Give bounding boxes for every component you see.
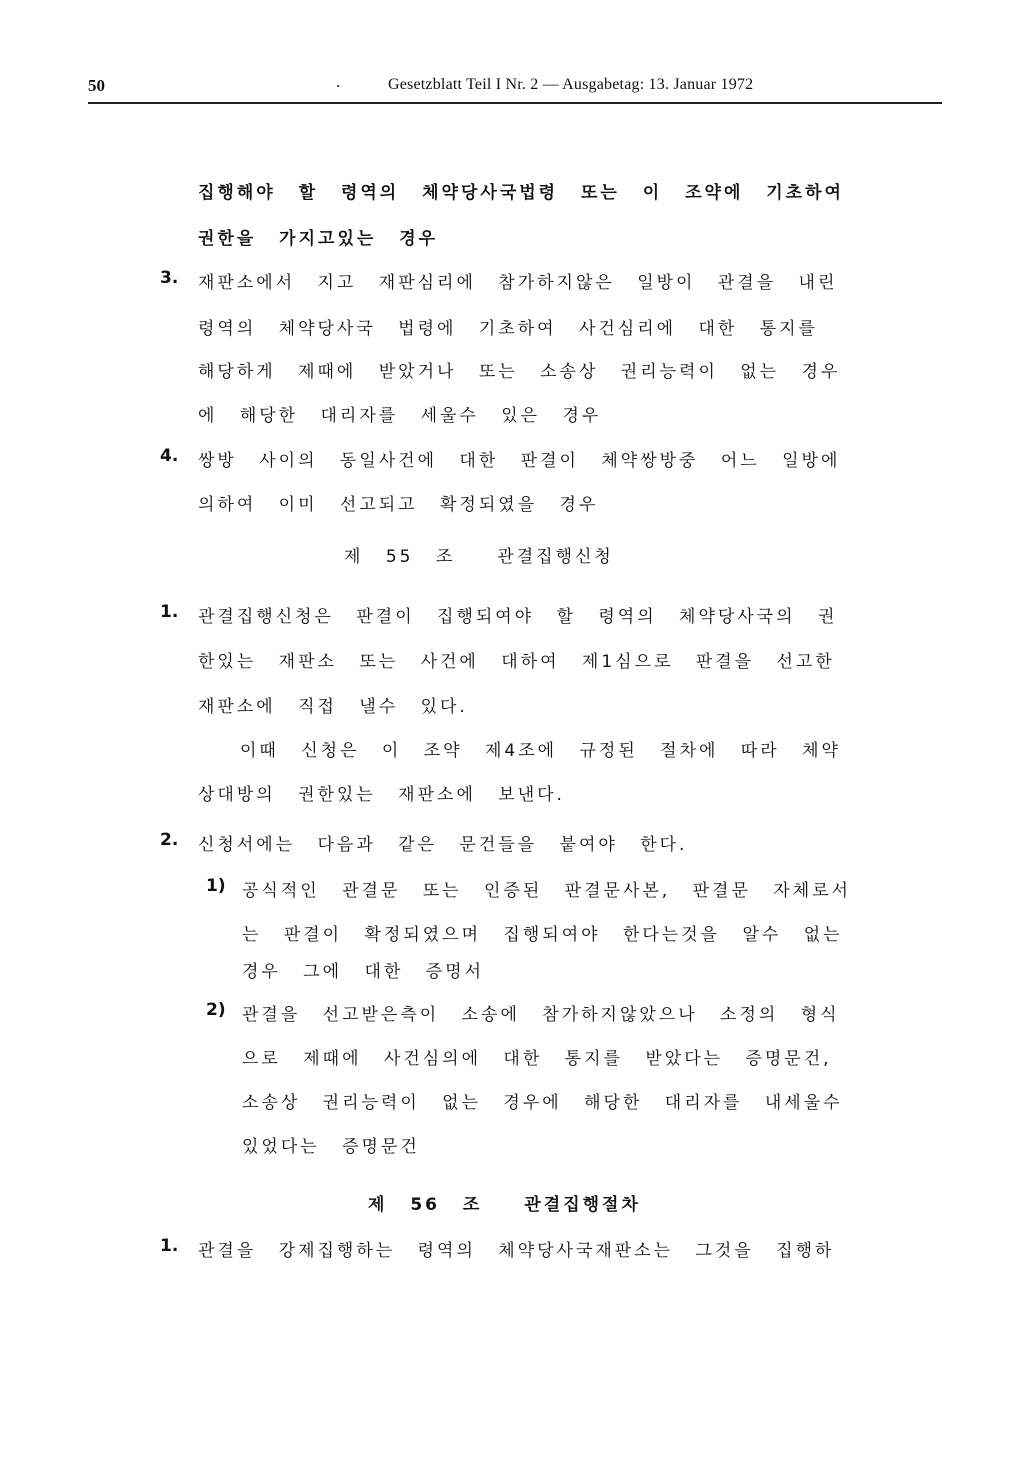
text-line: 있었다는 증명문건 (242, 1137, 420, 1157)
text-line: 의하여 이미 선고되고 확정되였을 경우 (198, 495, 599, 515)
article-number: 제 55 조 (344, 547, 456, 567)
text-line: 관결을 강제집행하는 령역의 체약당사국재판소는 그것을 집행하 (198, 1241, 835, 1261)
paragraph-number: 2. (160, 830, 179, 850)
text-line: 재판소에서 지고 재판심리에 참가하지않은 일방이 관결을 내린 (198, 273, 838, 293)
text-line: 에 해당한 대리자를 세울수 있은 경우 (198, 406, 602, 426)
text-line: 으로 제때에 사건심의에 대한 통지를 받았다는 증명문건, (242, 1049, 832, 1069)
article-heading (368, 1190, 641, 1215)
item-number: 4. (160, 446, 179, 466)
article-title: 관결집행절차 (524, 1195, 641, 1215)
text-line: 쌍방 사이의 동일사건에 대한 판결이 체약쌍방중 어느 일방에 (198, 451, 841, 471)
text-line: 집행해야 할 령역의 체약당사국법령 또는 이 조약에 기초하여 (198, 183, 844, 203)
text-line: 소송상 권리능력이 없는 경우에 해당한 대리자를 내세울수 (242, 1093, 843, 1113)
article-number: 제 56 조 (368, 1195, 483, 1215)
text-line: 는 판결이 확정되였으며 집행되여야 한다는것을 알수 없는 (242, 925, 843, 945)
header-dot: . (336, 72, 341, 91)
article-heading (344, 542, 614, 567)
subitem-number: 1) (206, 876, 226, 896)
text-line: 경우 그에 대한 증명서 (242, 962, 485, 982)
text-line: 해당하게 제때에 받았거나 또는 소송상 권리능력이 없는 경우 (198, 362, 841, 382)
text-line: 령역의 체약당사국 법령에 기초하여 사건심리에 대한 통지를 (198, 319, 818, 339)
text-line: 관결집행신청은 판결이 집행되여야 할 령역의 체약당사국의 권 (198, 607, 838, 627)
text-line: 관결을 선고받은측이 소송에 참가하지않았으나 소정의 형식 (242, 1005, 840, 1025)
text-line: 재판소에 직접 낼수 있다. (198, 697, 468, 717)
text-line: 상대방의 권한있는 재판소에 보낸다. (198, 785, 565, 805)
text-line: 공식적인 관결문 또는 인증된 판결문사본, 판결문 자체로서 (242, 881, 851, 901)
text-line: 신청서에는 다음과 같은 문건들을 붙여야 한다. (198, 835, 688, 855)
gazette-title: Gesetzblatt Teil I Nr. 2 — Ausgabetag: 13. Januar 1972 (388, 76, 754, 93)
text-line: 권한을 가지고있는 경우 (198, 229, 439, 249)
paragraph-number: 1. (160, 1236, 179, 1256)
page-number: 50 (88, 76, 105, 95)
paragraph-number: 1. (160, 602, 179, 622)
item-number: 3. (160, 268, 179, 288)
text-line: 한있는 재판소 또는 사건에 대하여 제1심으로 판결을 선고한 (198, 652, 835, 672)
running-header (88, 72, 942, 104)
text-line: 이때 신청은 이 조약 제4조에 규정된 절차에 따라 체약 (240, 741, 841, 761)
subitem-number: 2) (206, 1000, 226, 1020)
article-title: 관결집행신청 (497, 547, 614, 567)
